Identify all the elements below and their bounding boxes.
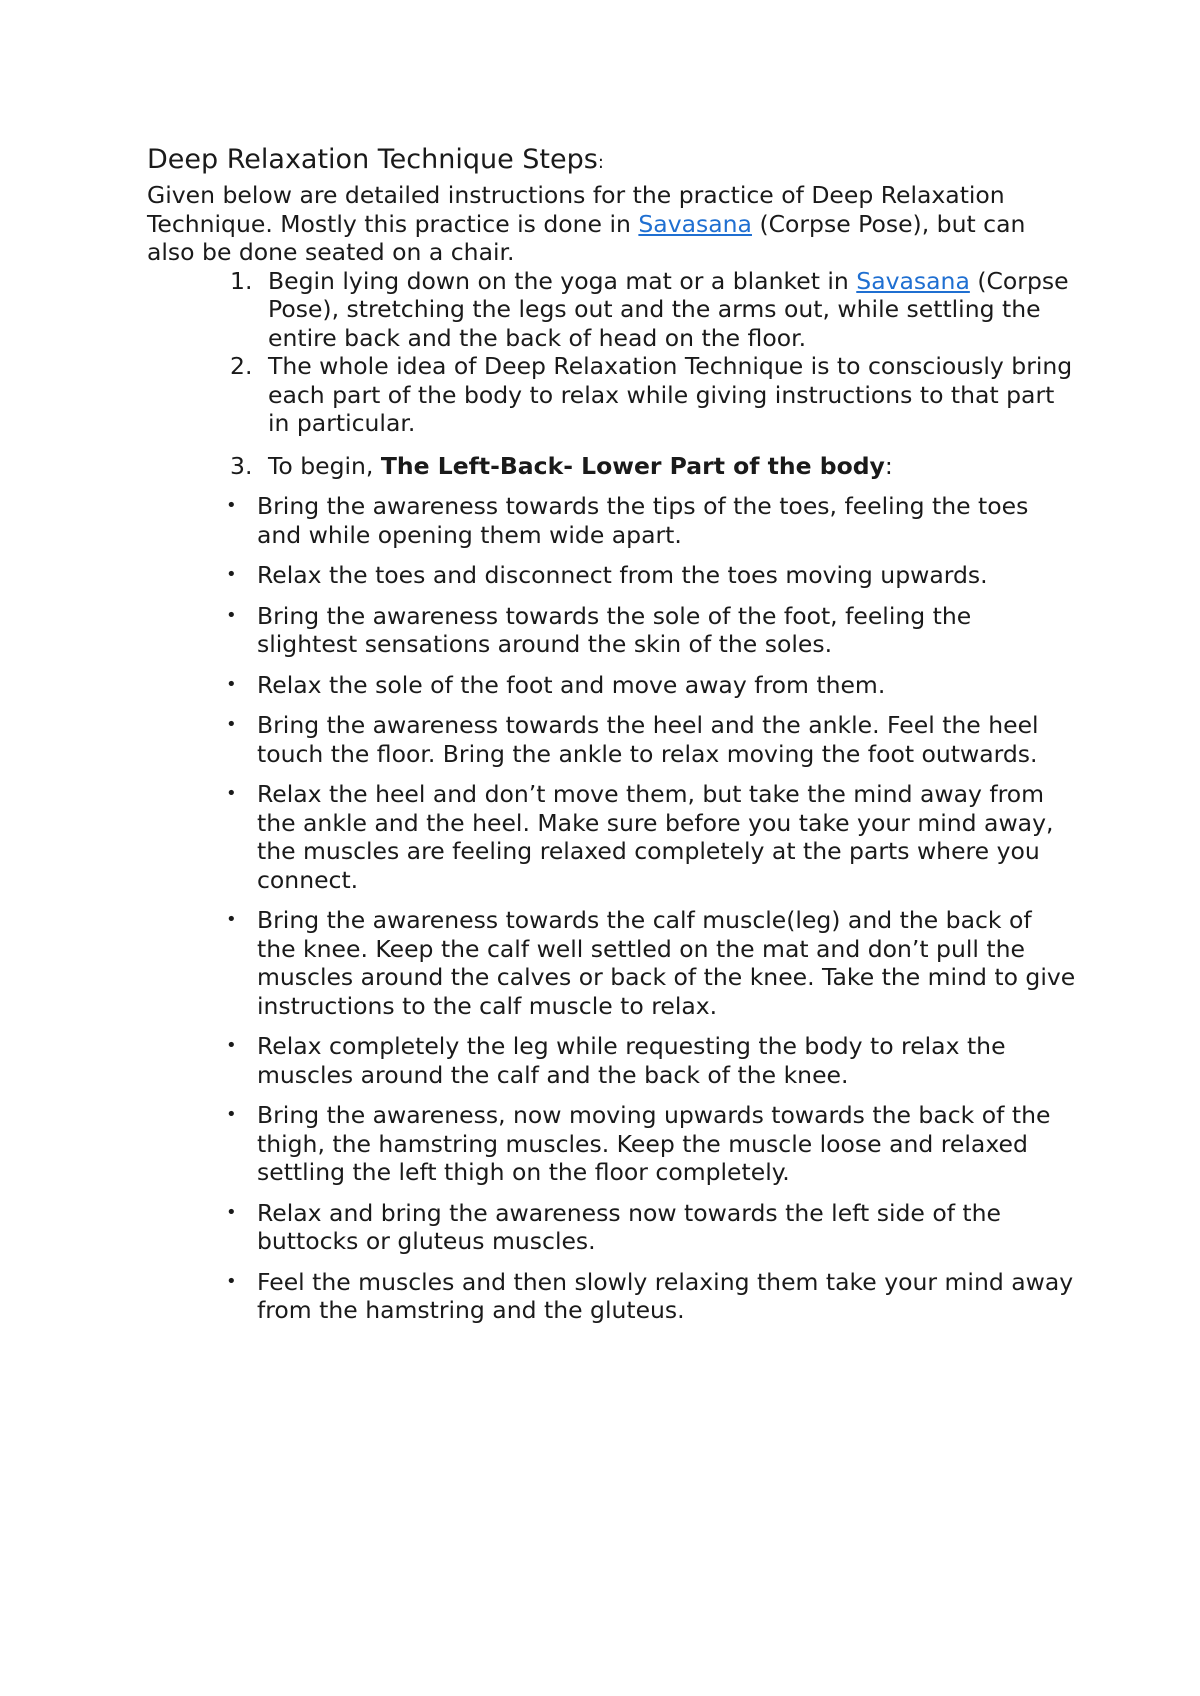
bullet-dot-icon: • (226, 909, 237, 930)
step-item (147, 352, 1077, 438)
bullet-dot-icon: • (226, 1035, 237, 1056)
bullet-item (147, 1199, 1077, 1256)
bullet-item (147, 711, 1077, 768)
bullet-list (147, 492, 1077, 1325)
bullet-item (147, 1101, 1077, 1187)
bullet-item (147, 780, 1077, 894)
bullet-dot-icon: • (226, 495, 237, 516)
bullet-dot-icon: • (226, 1201, 237, 1223)
bullet-text: Bring the awareness, now moving upwards towards the back of the thigh, the hamstring muscles. Keep the muscle loose and relaxed settling the left thigh on the floor completely. (257, 1101, 1051, 1186)
bullet-dot-icon: • (226, 783, 237, 804)
bullet-text: Bring the awareness towards the sole of the foot, feeling the slightest sensations around the skin of the soles. (257, 601, 972, 658)
bullet-item (147, 1032, 1077, 1089)
step-item (147, 452, 1077, 481)
bullet-text: Feel the muscles and then slowly relaxing them take your mind away from the hamstring and the gluteus. (257, 1267, 1074, 1324)
savasana-link[interactable]: Savasana (638, 209, 752, 238)
bullet-text: Bring the awareness towards the calf muscle(leg) and the back of the knee. Keep the calf well settled on the mat and don’t pull the muscles around the calves or back of the knee. Take the mind to give instructions to the calf muscle to relax. (257, 906, 1076, 1020)
bullet-item (147, 1268, 1077, 1325)
bullet-item (147, 906, 1077, 1020)
bullet-text: Bring the awareness towards the tips of the toes, feeling the toes and while opening them wide apart. (257, 492, 1029, 549)
bullet-text: Bring the awareness towards the heel and the ankle. Feel the heel touch the floor. Bring the ankle to relax moving the foot outwards. (257, 711, 1039, 768)
title-text: Deep Relaxation Technique Steps (147, 144, 598, 175)
savasana-link[interactable]: Savasana (856, 266, 970, 295)
bullet-dot-icon: • (226, 673, 237, 695)
step-bold-text: The Left-Back- Lower Part of the body (380, 451, 885, 480)
step-text: : (884, 451, 893, 480)
bullet-text: Relax the toes and disconnect from the toes moving upwards. (257, 561, 988, 589)
step-text: The whole idea of Deep Relaxation Technique is to consciously bring each part of the body to relax while giving instructions to that part in particular. (268, 352, 1073, 437)
bullet-item (147, 671, 1077, 700)
bullet-dot-icon: • (226, 604, 237, 626)
intro-text-1: Given below are detailed instructions for the practice of Deep Relaxation Technique. Mostly this practice is done in (147, 181, 1005, 238)
bullet-text: Relax the sole of the foot and move away from them. (257, 670, 886, 699)
bullet-item (147, 561, 1077, 590)
step-number: 1. (230, 266, 253, 295)
intro-paragraph (147, 181, 1077, 267)
bullet-text: Relax completely the leg while requesting the body to relax the muscles around the calf and the back of the knee. (257, 1032, 1006, 1089)
step-number: 2. (230, 352, 253, 380)
page-title (147, 142, 1077, 181)
bullet-dot-icon: • (226, 1270, 237, 1292)
bullet-item (147, 492, 1077, 549)
step-number: 3. (230, 451, 253, 480)
bullet-dot-icon: • (226, 1104, 237, 1125)
step-text: (Corpse Pose), stretching the legs out and the arms out, while settling the entire back and the back of head on the floor. (268, 266, 1069, 352)
bullet-dot-icon: • (226, 564, 237, 585)
step-text: Begin lying down on the yoga mat or a blanket in (268, 266, 857, 295)
intro-text-2: (Corpse Pose), but can also be done seated on a chair. (147, 209, 1026, 266)
document-page (147, 142, 1077, 1337)
step-text: To begin, (268, 451, 381, 480)
bullet-dot-icon: • (226, 714, 237, 735)
bullet-text: Relax the heel and don’t move them, but take the mind away from the ankle and the heel. Make sure before you take your mind away, the muscles are feeling relaxed completely at the parts where you connect. (257, 780, 1054, 894)
bullet-item (147, 602, 1077, 659)
steps-list (147, 267, 1077, 481)
step-item (147, 267, 1077, 353)
title-colon: : (597, 152, 604, 173)
bullet-text: Relax and bring the awareness now towards the left side of the buttocks or gluteus muscles. (257, 1198, 1002, 1255)
